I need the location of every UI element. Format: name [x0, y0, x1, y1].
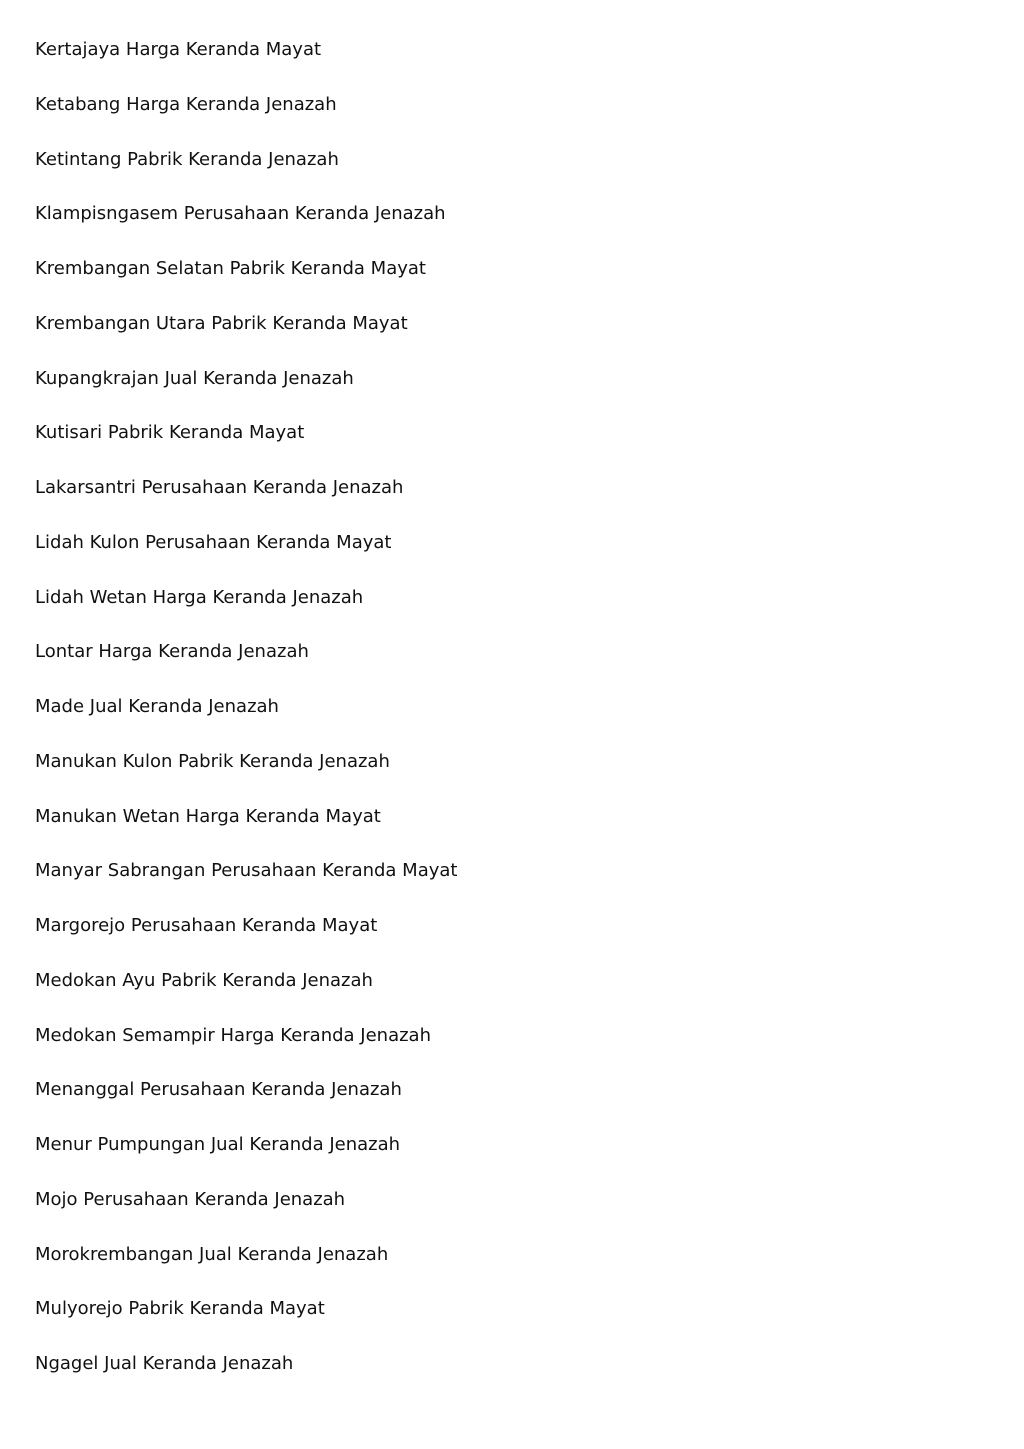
- list-item: Kutisari Pabrik Keranda Mayat: [35, 422, 305, 444]
- list-item: Ketabang Harga Keranda Jenazah: [35, 93, 337, 115]
- list-item: Mojo Perusahaan Keranda Jenazah: [35, 1188, 346, 1210]
- list-item: Lidah Kulon Perusahaan Keranda Mayat: [35, 531, 392, 553]
- list-item: Morokrembangan Jual Keranda Jenazah: [35, 1243, 389, 1265]
- list-item: Krembangan Utara Pabrik Keranda Mayat: [35, 312, 408, 334]
- list-item: Kertajaya Harga Keranda Mayat: [35, 39, 322, 60]
- list-item: Lakarsantri Perusahaan Keranda Jenazah: [35, 477, 404, 498]
- list-item: Ketintang Pabrik Keranda Jenazah: [35, 148, 339, 170]
- list-item: Made Jual Keranda Jenazah: [35, 696, 279, 717]
- list-item: Lontar Harga Keranda Jenazah: [35, 641, 309, 663]
- list-item: Medokan Semampir Harga Keranda Jenazah: [35, 1024, 431, 1046]
- list-item: Kupangkrajan Jual Keranda Jenazah: [35, 367, 354, 389]
- list-item: Margorejo Perusahaan Keranda Mayat: [35, 915, 378, 936]
- list-item: Manyar Sabrangan Perusahaan Keranda Mayat: [35, 860, 458, 882]
- list-item: Lidah Wetan Harga Keranda Jenazah: [35, 586, 364, 608]
- text-list: [35, 36, 457, 1405]
- list-item: Manukan Kulon Pabrik Keranda Jenazah: [35, 750, 390, 772]
- list-item: Menur Pumpungan Jual Keranda Jenazah: [35, 1134, 401, 1155]
- list-item: Menanggal Perusahaan Keranda Jenazah: [35, 1079, 402, 1101]
- list-item: Krembangan Selatan Pabrik Keranda Mayat: [35, 258, 426, 279]
- list-item: Ngagel Jual Keranda Jenazah: [35, 1353, 294, 1374]
- list-item: Mulyorejo Pabrik Keranda Mayat: [35, 1298, 325, 1320]
- list-item: Klampisngasem Perusahaan Keranda Jenazah: [35, 203, 446, 225]
- list-item: Manukan Wetan Harga Keranda Mayat: [35, 805, 381, 827]
- list-item: Medokan Ayu Pabrik Keranda Jenazah: [35, 969, 373, 991]
